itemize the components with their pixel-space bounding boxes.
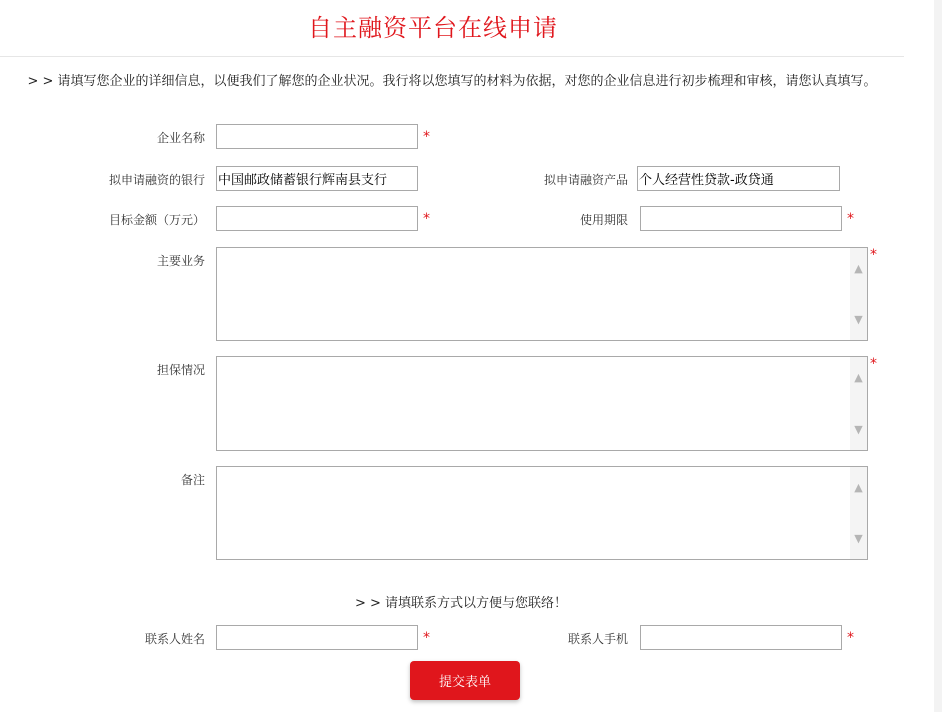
contact-name-required: * [423,630,430,646]
scroll-down-icon[interactable]: ▼ [854,313,863,326]
scroll-up-icon[interactable]: ▲ [854,371,863,384]
remarks-scrollbar[interactable] [850,467,867,559]
term-required: * [847,211,854,227]
contact-name-input[interactable] [216,625,418,650]
bank-label: 拟申请融资的银行 [108,173,205,187]
scroll-down-icon[interactable]: ▼ [854,532,863,545]
company-name-input[interactable] [216,124,418,149]
title-divider [0,56,904,57]
remarks-textarea[interactable] [216,466,868,560]
guarantee-label: 担保情况 [156,363,205,377]
guarantee-required: * [870,356,877,372]
main-business-scrollbar[interactable] [850,248,867,340]
amount-input[interactable] [216,206,418,231]
page-title: 自主融资平台在线申请 [308,14,558,42]
contact-note: > > 请填联系方式以方便与您联络！ [354,596,568,611]
product-label: 拟申请融资产品 [543,173,628,187]
intro-text: > > 请填写您企业的详细信息，以便我们了解您的企业状况。我行将以您填写的材料为依据，对您的企业信息进行初步梳理和审核，请您认真填写。 [27,74,877,89]
main-business-label: 主要业务 [156,254,205,268]
bank-input[interactable] [216,166,418,191]
contact-name-label: 联系人姓名 [144,632,205,646]
contact-phone-input[interactable] [640,625,842,650]
amount-label: 目标金额（万元） [108,213,205,227]
term-input[interactable] [640,206,842,231]
scroll-up-icon[interactable]: ▲ [854,481,863,494]
company-name-required: * [423,129,430,145]
page-scrollbar[interactable] [934,0,942,712]
contact-phone-required: * [847,630,854,646]
main-business-textarea[interactable] [216,247,868,341]
remarks-label: 备注 [180,473,205,487]
product-input[interactable] [637,166,840,191]
guarantee-scrollbar[interactable] [850,357,867,450]
contact-phone-label: 联系人手机 [567,632,628,646]
scroll-down-icon[interactable]: ▼ [854,423,863,436]
company-name-label: 企业名称 [156,131,205,145]
scroll-up-icon[interactable]: ▲ [854,262,863,275]
term-label: 使用期限 [579,213,628,227]
main-business-required: * [870,247,877,263]
submit-button[interactable]: 提交表单 [410,661,520,700]
guarantee-textarea[interactable] [216,356,868,451]
amount-required: * [423,211,430,227]
